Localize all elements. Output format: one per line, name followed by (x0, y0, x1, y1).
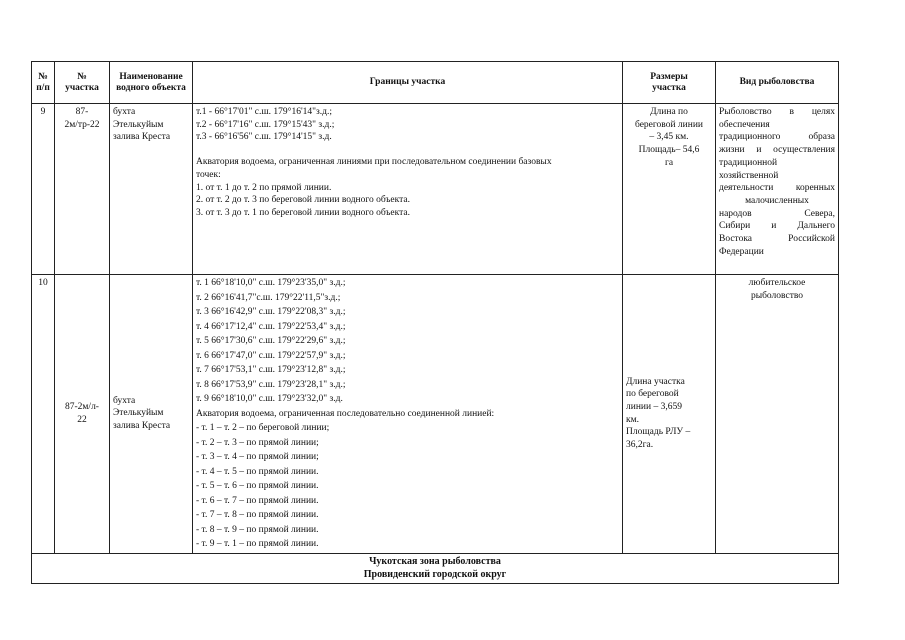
header-kind: Вид рыболовства (716, 62, 839, 104)
header-bounds: Границы участка (193, 62, 623, 104)
row-water-body: бухта Этелькуйым залива Креста (110, 275, 193, 554)
bounds-desc-line: 2. от т. 2 до т. 3 по береговой линии водного объекта. (196, 195, 411, 206)
bounds-point: т.1 - 66°17'01" с.ш. 179°16'14"з.д.; (196, 107, 333, 117)
kind-line: Федерации (719, 246, 764, 257)
row-num: 9 (32, 104, 55, 275)
kind-line: традиционной (719, 157, 778, 168)
bounds-point: т. 5 66°17'30,6" с.ш. 179°22'29,6" з.д.; (196, 336, 346, 346)
row-code: 87- 2м/тр-22 (55, 104, 110, 275)
bounds-point: т. 8 66°17'53,9" с.ш. 179°23'28,1" з.д.; (196, 379, 346, 390)
kind-line: Сибири и Дальнего (719, 221, 835, 232)
size-line: Площадь– 54,6 (638, 145, 700, 156)
bounds-desc-line: 1. от т. 1 до т. 2 по прямой линии. (196, 182, 332, 193)
bounds-desc-line: - т. 8 – т. 9 – по прямой линии. (196, 524, 319, 535)
size-line: линии – 3,659 (626, 402, 682, 413)
bounds-desc-line: - т. 7 – т. 8 – по прямой линии. (196, 510, 319, 520)
size-line: Длина участка (626, 376, 685, 387)
bounds-point: т.2 - 66°17'16" с.ш. 179°15'43" з.д.; (196, 119, 335, 130)
row-size (623, 104, 716, 275)
bounds-desc-line: 3. от т. 3 до т. 1 по береговой линии водного объекта. (196, 207, 411, 218)
size-line: – 3,45 км. (649, 132, 689, 143)
bounds-point: т. 4 66°17'12,4" с.ш. 179°22'53,4" з.д.; (196, 321, 346, 332)
size-line: береговой линии (634, 119, 703, 130)
bounds-desc-line: - т. 6 – т. 7 – по прямой линии. (196, 495, 319, 506)
header-code: № участка (55, 62, 110, 104)
bounds-desc-line: - т. 4 – т. 5 – по прямой линии. (196, 466, 319, 477)
section-footer-row (32, 553, 839, 583)
bounds-point: т. 2 66°16'41,7"с.ш. 179°22'11,5"з.д.; (196, 292, 341, 303)
row-bounds (193, 275, 623, 554)
size-line: по береговой (626, 389, 679, 400)
bounds-desc-line: - т. 2 – т. 3 – по прямой линии; (196, 437, 319, 448)
bounds-point: т. 9 66°18'10,0" с.ш. 179°23'32,0" з.д. (196, 394, 343, 404)
table-header-row (32, 62, 839, 104)
bounds-desc-line: - т. 3 – т. 4 – по прямой линии; (196, 452, 319, 462)
bounds-point: т. 7 66°17'53,1" с.ш. 179°23'12,8" з.д.; (196, 365, 346, 375)
bounds-desc-line: - т. 9 – т. 1 – по прямой линии. (196, 539, 319, 549)
size-line: Площадь РЛУ – (626, 427, 691, 438)
row-code: 87-2м/л- 22 (55, 275, 110, 554)
size-line: га (664, 157, 674, 168)
table-row (32, 275, 839, 554)
row-size (623, 275, 716, 554)
kind-line: малочисленных (745, 195, 809, 206)
district-title: Провиденский городской округ (363, 569, 507, 580)
size-line: 36,2га. (626, 440, 654, 451)
kind-line: обеспечения (719, 119, 770, 130)
bounds-desc-line: Акватория водоема, ограниченная последовательно соединенной линией: (196, 408, 495, 419)
header-name: Наименование водного объекта (110, 62, 193, 104)
kind-line: деятельности коренных (719, 183, 835, 194)
size-line: Длина по (650, 107, 688, 117)
kind-line: хозяйственной (719, 170, 779, 181)
header-size: Размеры участка (623, 62, 716, 104)
bounds-desc-line: - т. 5 – т. 6 – по прямой линии. (196, 481, 319, 491)
kind-line: народов Севера, (719, 208, 835, 219)
kind-line: рыболовство (750, 290, 804, 301)
bounds-desc-line: точек: (196, 169, 221, 180)
row-water-body: бухта Этелькуйым залива Креста (110, 104, 193, 275)
section-footer (32, 553, 839, 583)
kind-line: традиционного образа (719, 132, 835, 143)
bounds-desc-line: Акватория водоема, ограниченная линиями при последовательном соединении базовых (196, 157, 552, 168)
kind-line: Востока Российской (719, 234, 835, 245)
row-num: 10 (32, 275, 55, 554)
kind-line: Рыболовство в целях (719, 107, 835, 117)
bounds-point: т. 3 66°16'42,9" с.ш. 179°22'08,3" з.д.; (196, 307, 346, 317)
row-fishing-kind (716, 104, 839, 275)
fishing-zone-title: Чукотская зона рыболовства (369, 555, 501, 567)
fishing-areas-table (31, 61, 839, 584)
kind-line: жизни и осуществления (719, 145, 835, 156)
size-line: км. (626, 414, 640, 425)
bounds-point: т.3 - 66°16'56" с.ш. 179°14'15" з.д. (196, 132, 332, 143)
bounds-point: т. 6 66°17'47,0" с.ш. 179°22'57,9" з.д.; (196, 350, 346, 361)
table-row (32, 104, 839, 275)
row-bounds (193, 104, 623, 275)
bounds-desc-line: - т. 1 – т. 2 – по береговой линии; (196, 423, 330, 433)
kind-line: любительское (748, 278, 806, 288)
bounds-point: т. 1 66°18'10,0" с.ш. 179°23'35,0" з.д.; (196, 278, 346, 288)
row-fishing-kind (716, 275, 839, 554)
header-num: № п/п (32, 62, 55, 104)
